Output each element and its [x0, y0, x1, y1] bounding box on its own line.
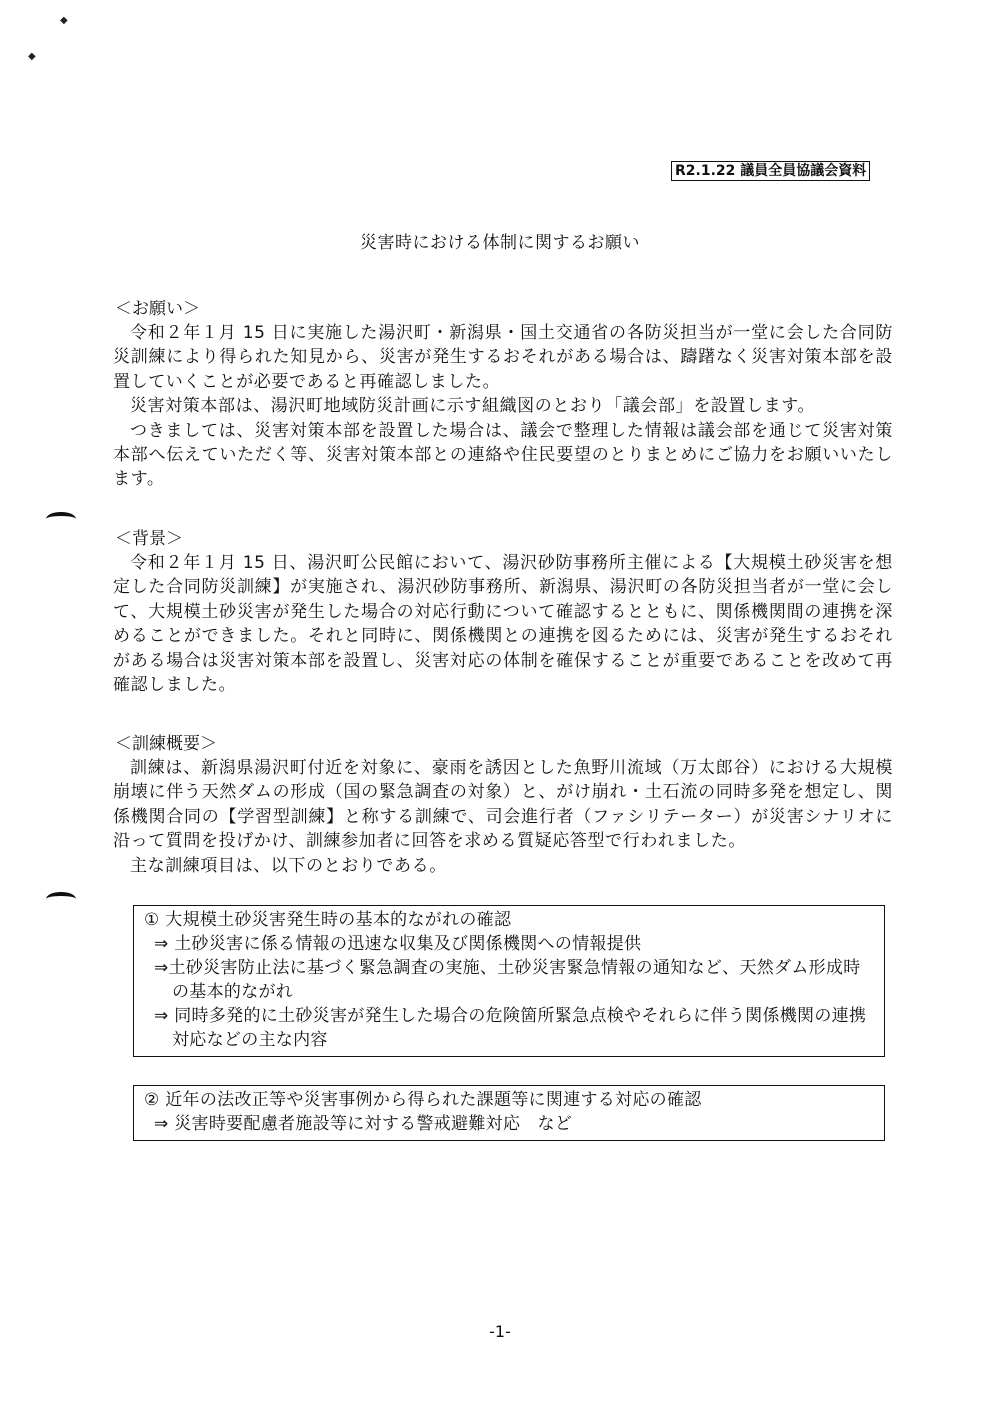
- training-item-box: [133, 905, 885, 1057]
- paragraph: 主な訓練項目は、以下のとおりである。: [130, 855, 447, 876]
- page-number: -1-: [489, 1322, 511, 1341]
- punch-hole-mark: [46, 512, 76, 526]
- training-item-point: ⇒ 土砂災害に係る情報の迅速な収集及び関係機関への情報提供: [154, 934, 642, 954]
- section-heading: ＜お願い＞: [115, 299, 200, 319]
- document-label: R2.1.22 議員全員協議会資料: [671, 161, 870, 181]
- training-item-box: [133, 1085, 885, 1141]
- training-item-heading: ② 近年の法改正等や災害事例から得られた課題等に関連する対応の確認: [144, 1090, 702, 1110]
- punch-hole-mark: [46, 892, 76, 906]
- paragraph: 災害対策本部は、湯沢町地域防災計画に示す組織図のとおり「議会部」を設置します。: [130, 396, 816, 417]
- document-title: 災害時における体制に関するお願い: [360, 233, 640, 253]
- paragraph: 訓練は、新潟県湯沢町付近を対象に、豪雨を誘因とした魚野川流域（万太郎谷）における大規模崩壊に伴う天然ダムの形成（国の緊急調査の対象）と、がけ崩れ・土石流の同時多発を想定し、関係機関合同の【学習型訓練】と称する訓練で、司会進行者（ファシリテーター）が災害シナリオに沿って質問を投げかけ、訓練参加者に回答を求める質疑応答型で行われました。: [113, 758, 893, 852]
- paragraph: つきましては、災害対策本部を設置した場合は、議会で整理した情報は議会部を通じて災害対策本部へ伝えていただく等、災害対策本部との連絡や住民要望のとりまとめにご協力をお願いいたします。: [113, 420, 893, 490]
- section-heading: ＜訓練概要＞: [115, 734, 217, 754]
- scan-speck: ◆: [28, 51, 36, 62]
- training-item-point: ⇒ 同時多発的に土砂災害が発生した場合の危険箇所緊急点検やそれらに伴う関係機関の連携対応などの主な内容: [154, 1006, 867, 1050]
- paragraph: 令和２年１月 15 日に実施した湯沢町・新潟県・国土交通省の各防災担当が一堂に会した合同防災訓練により得られた知見から、災害が発生するおそれがある場合は、躊躇なく災害対策本部を設置していくことが必要であると再確認しました。: [113, 323, 893, 392]
- background-section: [113, 527, 893, 697]
- paragraph: 令和２年１月 15 日、湯沢町公民館において、湯沢砂防事務所主催による【大規模土砂災害を想定した合同防災訓練】が実施され、湯沢砂防事務所、新潟県、湯沢町の各防災担当者が一堂に会して、大規模土砂災害が発生した場合の対応行動について確認するとともに、関係機関間の連携を深めることができました。それと同時に、関係機関との連携を図るためには、災害が発生するおそれがある場合は災害対策本部を設置し、災害対応の体制を確保することが重要であることを改めて再確認しました。: [113, 553, 893, 696]
- scan-speck: ◆: [60, 15, 68, 26]
- section-heading: ＜背景＞: [115, 529, 183, 549]
- training-overview-section: [113, 732, 893, 878]
- training-item-point: ⇒土砂災害防止法に基づく緊急調査の実施、土砂災害緊急情報の通知など、天然ダム形成時の基本的ながれ: [154, 958, 861, 1002]
- request-section: [113, 297, 893, 492]
- training-item-heading: ① 大規模土砂災害発生時の基本的ながれの確認: [144, 910, 512, 930]
- training-item-point: ⇒ 災害時要配慮者施設等に対する警戒避難対応 など: [154, 1114, 573, 1134]
